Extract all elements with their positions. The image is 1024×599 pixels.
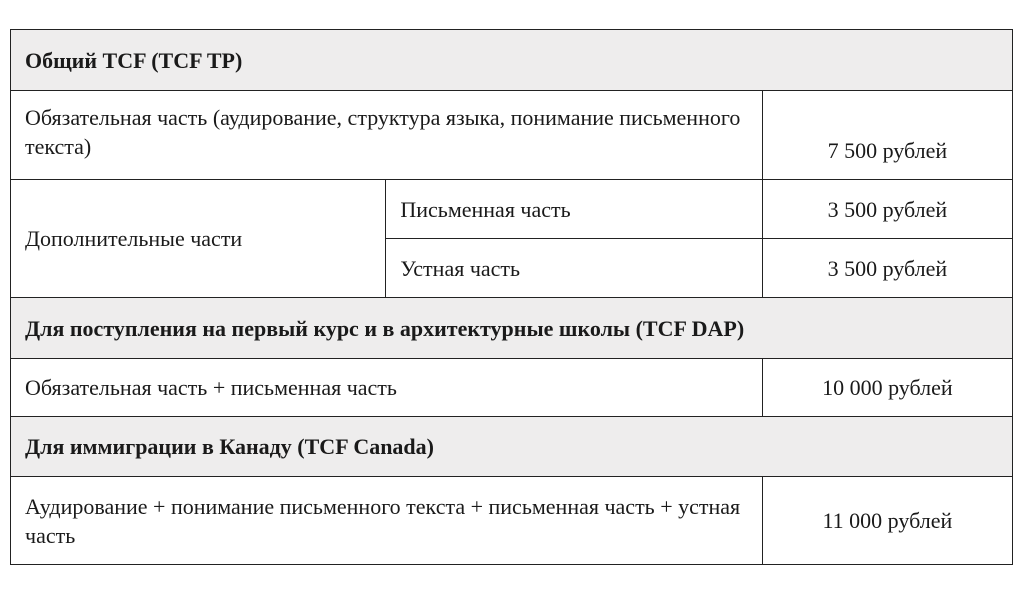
written-part-label: Письменная часть — [386, 180, 762, 239]
section-title-general: Общий TCF (TCF TP) — [11, 30, 1013, 91]
section-header-row — [11, 298, 1013, 359]
additional-parts-label: Дополнительные части — [11, 180, 386, 298]
section-header-row — [11, 30, 1013, 91]
mandatory-part-price: 7 500 рублей — [762, 91, 1012, 180]
table-row — [11, 91, 1013, 180]
section-header-row — [11, 417, 1013, 477]
section-title-canada: Для иммиграции в Канаду (TCF Canada) — [11, 417, 1013, 477]
mandatory-part-label: Обязательная часть (аудирование, структура языка, понимание письменного текста) — [11, 91, 763, 180]
tcf-price-table — [10, 29, 1013, 565]
table-row — [11, 477, 1013, 565]
canada-label: Аудирование + понимание письменного текста + письменная часть + устная часть — [11, 477, 763, 565]
table-row — [11, 180, 1013, 239]
canada-price: 11 000 рублей — [762, 477, 1012, 565]
dap-label: Обязательная часть + письменная часть — [11, 359, 763, 417]
oral-part-price: 3 500 рублей — [762, 239, 1012, 298]
section-title-dap: Для поступления на первый курс и в архитектурные школы (TCF DAP) — [11, 298, 1013, 359]
dap-price: 10 000 рублей — [762, 359, 1012, 417]
written-part-price: 3 500 рублей — [762, 180, 1012, 239]
table-row — [11, 359, 1013, 417]
oral-part-label: Устная часть — [386, 239, 762, 298]
